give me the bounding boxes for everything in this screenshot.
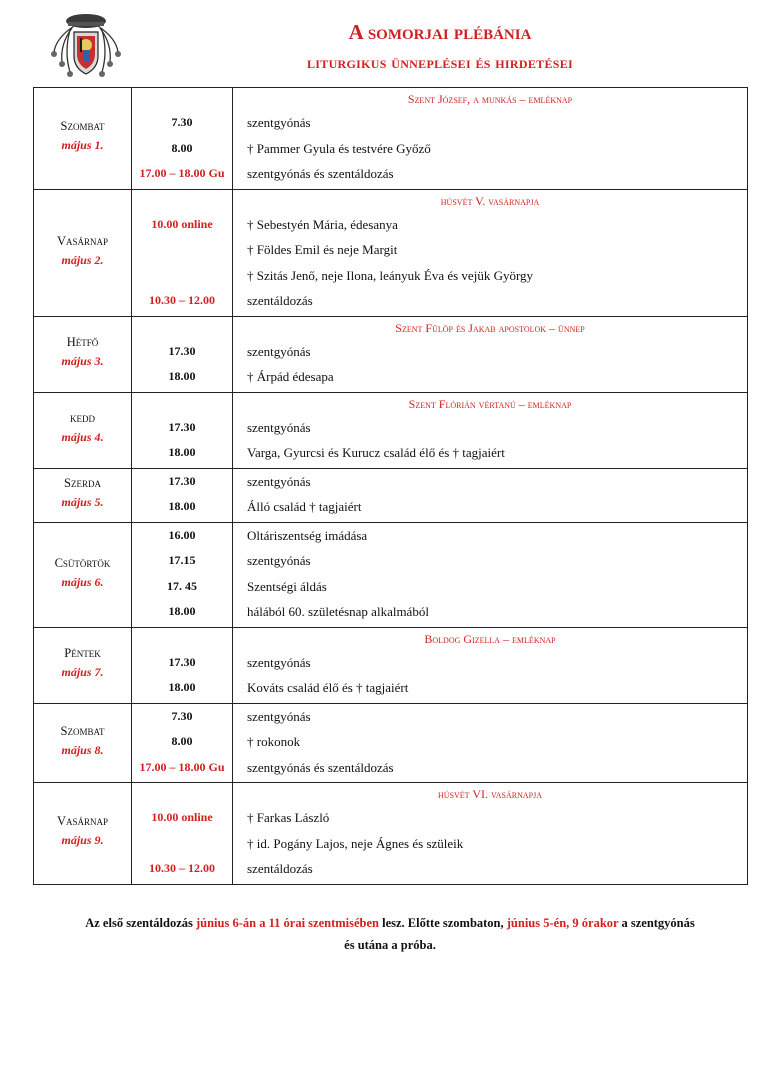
entry-time: 10.00 online (151, 810, 213, 824)
time-cell (132, 627, 233, 703)
feast-heading: Szent József, a munkás – emléknap (407, 92, 573, 106)
day-date: május 1. (61, 138, 104, 153)
time-cell (132, 88, 233, 190)
day-date: május 2. (61, 252, 104, 267)
entry-text: † Farkas László (247, 810, 330, 825)
day-row (34, 627, 748, 703)
entry-time: 16.00 (168, 527, 196, 542)
entry-text: † rokonok (247, 734, 301, 749)
day-name: Szombat (60, 119, 105, 134)
entry-text: szentáldozás (247, 861, 313, 876)
feast-heading: húsvét V. vasárnapja (440, 193, 540, 208)
day-cell (34, 88, 132, 190)
entry-time: 17.00 – 18.00 Gu (139, 166, 225, 180)
day-date: május 6. (61, 574, 104, 589)
time-cell (132, 392, 233, 468)
event-cell (233, 316, 748, 392)
day-cell (34, 392, 132, 468)
time-cell (132, 316, 233, 392)
notice-text: és utána a próba. (344, 938, 436, 952)
day-row (34, 88, 748, 190)
day-row (34, 703, 748, 783)
entry-text: † Pammer Gyula és testvére Győző (247, 140, 431, 156)
day-row (34, 316, 748, 392)
day-date: május 9. (61, 833, 104, 848)
entry-time: 18.00 (168, 604, 196, 618)
entry-time (132, 237, 232, 263)
day-name: Szombat (60, 723, 105, 738)
time-cell (132, 703, 233, 783)
day-name: Vasárnap (56, 233, 109, 248)
event-cell (233, 627, 748, 703)
entry-text: szentgyónás (247, 708, 311, 724)
day-date: május 7. (61, 665, 104, 679)
event-cell (233, 522, 748, 627)
entry-time: 7.30 (171, 115, 193, 129)
notice-highlight: június 6-án a 11 órai szentmisében (195, 916, 379, 930)
time-cell (132, 189, 233, 316)
entry-text: szentgyónás (247, 473, 311, 489)
event-cell (233, 703, 748, 783)
day-cell (34, 189, 132, 316)
entry-text: Oltáriszentség imádása (247, 527, 368, 543)
entry-time: 10.00 online (151, 216, 213, 231)
first-communion-notice (40, 912, 740, 956)
entry-time (132, 263, 232, 289)
entry-text: Kováts család élő és † tagjaiért (247, 680, 409, 695)
day-date: május 4. (61, 430, 104, 444)
feast-heading: húsvét VI. vasárnapja (438, 787, 542, 801)
day-row (34, 783, 748, 885)
day-name: Vasárnap (56, 814, 109, 829)
entry-time: 18.00 (168, 499, 196, 513)
entry-text: † Árpád édesapa (247, 369, 334, 384)
entry-time: 17.15 (168, 553, 196, 567)
day-name: kedd (70, 411, 95, 425)
entry-time: 8.00 (171, 734, 193, 748)
day-row (34, 468, 748, 522)
page-subtitle: liturgikus ünneplései és hirdetései (307, 53, 573, 72)
day-date: május 5. (61, 495, 104, 509)
time-cell (132, 522, 233, 627)
day-name: Péntek (64, 646, 101, 660)
event-cell (233, 88, 748, 190)
day-name: Hétfő (66, 335, 99, 349)
feast-heading: Boldog Gizella – emléknap (424, 631, 556, 646)
day-cell (34, 468, 132, 522)
event-cell (233, 189, 748, 316)
day-date: május 8. (61, 742, 104, 757)
entry-text: † Szitás Jenő, neje Ilona, leányuk Éva és vejük György (247, 267, 534, 283)
entry-text: szentgyónás (247, 553, 311, 568)
entry-time: 17.30 (168, 419, 196, 434)
entry-text: szentgyónás (247, 419, 311, 435)
entry-text: szentgyónás és szentáldozás (247, 166, 394, 181)
day-name: Csütörtök (54, 555, 111, 570)
entry-time: 17.00 – 18.00 Gu (139, 759, 225, 774)
notice-highlight: június 5-én, 9 órakor (506, 916, 619, 930)
time-cell (132, 783, 233, 885)
entry-text: szentgyónás (247, 115, 311, 130)
day-cell (34, 522, 132, 627)
entry-time: 17.30 (168, 343, 196, 358)
entry-time: 18.00 (168, 680, 196, 694)
entry-time: 8.00 (171, 140, 193, 155)
entry-time (132, 831, 232, 857)
entry-text: hálából 60. születésnap alkalmából (247, 604, 429, 619)
day-row (34, 189, 748, 316)
feast-heading: Szent Flórián vértanú – emléknap (408, 396, 572, 411)
entry-text: Álló család † tagjaiért (247, 499, 362, 514)
entry-time: 17.30 (168, 654, 196, 669)
entry-time: 10.30 – 12.00 (149, 293, 215, 307)
entry-text: † Sebestyén Mária, édesanya (247, 216, 398, 232)
parish-crest-icon (44, 12, 128, 84)
entry-text: † id. Pogány Lajos, neje Ágnes és szüleik (247, 835, 464, 851)
day-cell (34, 703, 132, 783)
entry-text: szentgyónás (247, 654, 311, 670)
entry-time: 17. 45 (167, 578, 197, 593)
notice-text: a szentgyónás (618, 916, 695, 930)
entry-text: szentáldozás (247, 293, 313, 308)
entry-text: szentgyónás (247, 343, 311, 359)
entry-text: szentgyónás és szentáldozás (247, 759, 394, 775)
entry-text: † Földes Emil és neje Margit (247, 242, 398, 257)
event-cell (233, 783, 748, 885)
day-name: Szerda (64, 476, 101, 490)
day-cell (34, 627, 132, 703)
feast-heading: Szent Fülöp és Jakab apostolok – ünnep (395, 320, 585, 335)
page-title: A somorjai plébánia (348, 20, 532, 44)
entry-time: 18.00 (168, 445, 196, 459)
day-cell (34, 783, 132, 885)
day-date: május 3. (61, 354, 104, 368)
entry-time: 17.30 (168, 473, 196, 488)
event-cell (233, 392, 748, 468)
entry-text: Varga, Gyurcsi és Kurucz család élő és † tagjaiért (247, 445, 505, 460)
time-cell (132, 468, 233, 522)
entry-time: 7.30 (171, 708, 193, 723)
day-row (34, 522, 748, 627)
day-row (34, 392, 748, 468)
day-cell (34, 316, 132, 392)
schedule-table (33, 87, 748, 885)
notice-text: lesz. Előtte szombaton, (379, 916, 507, 930)
entry-time: 18.00 (168, 369, 196, 383)
notice-text: Az első szentáldozás (85, 916, 196, 930)
event-cell (233, 468, 748, 522)
entry-time: 10.30 – 12.00 (149, 861, 215, 875)
entry-text: Szentségi áldás (247, 578, 327, 594)
